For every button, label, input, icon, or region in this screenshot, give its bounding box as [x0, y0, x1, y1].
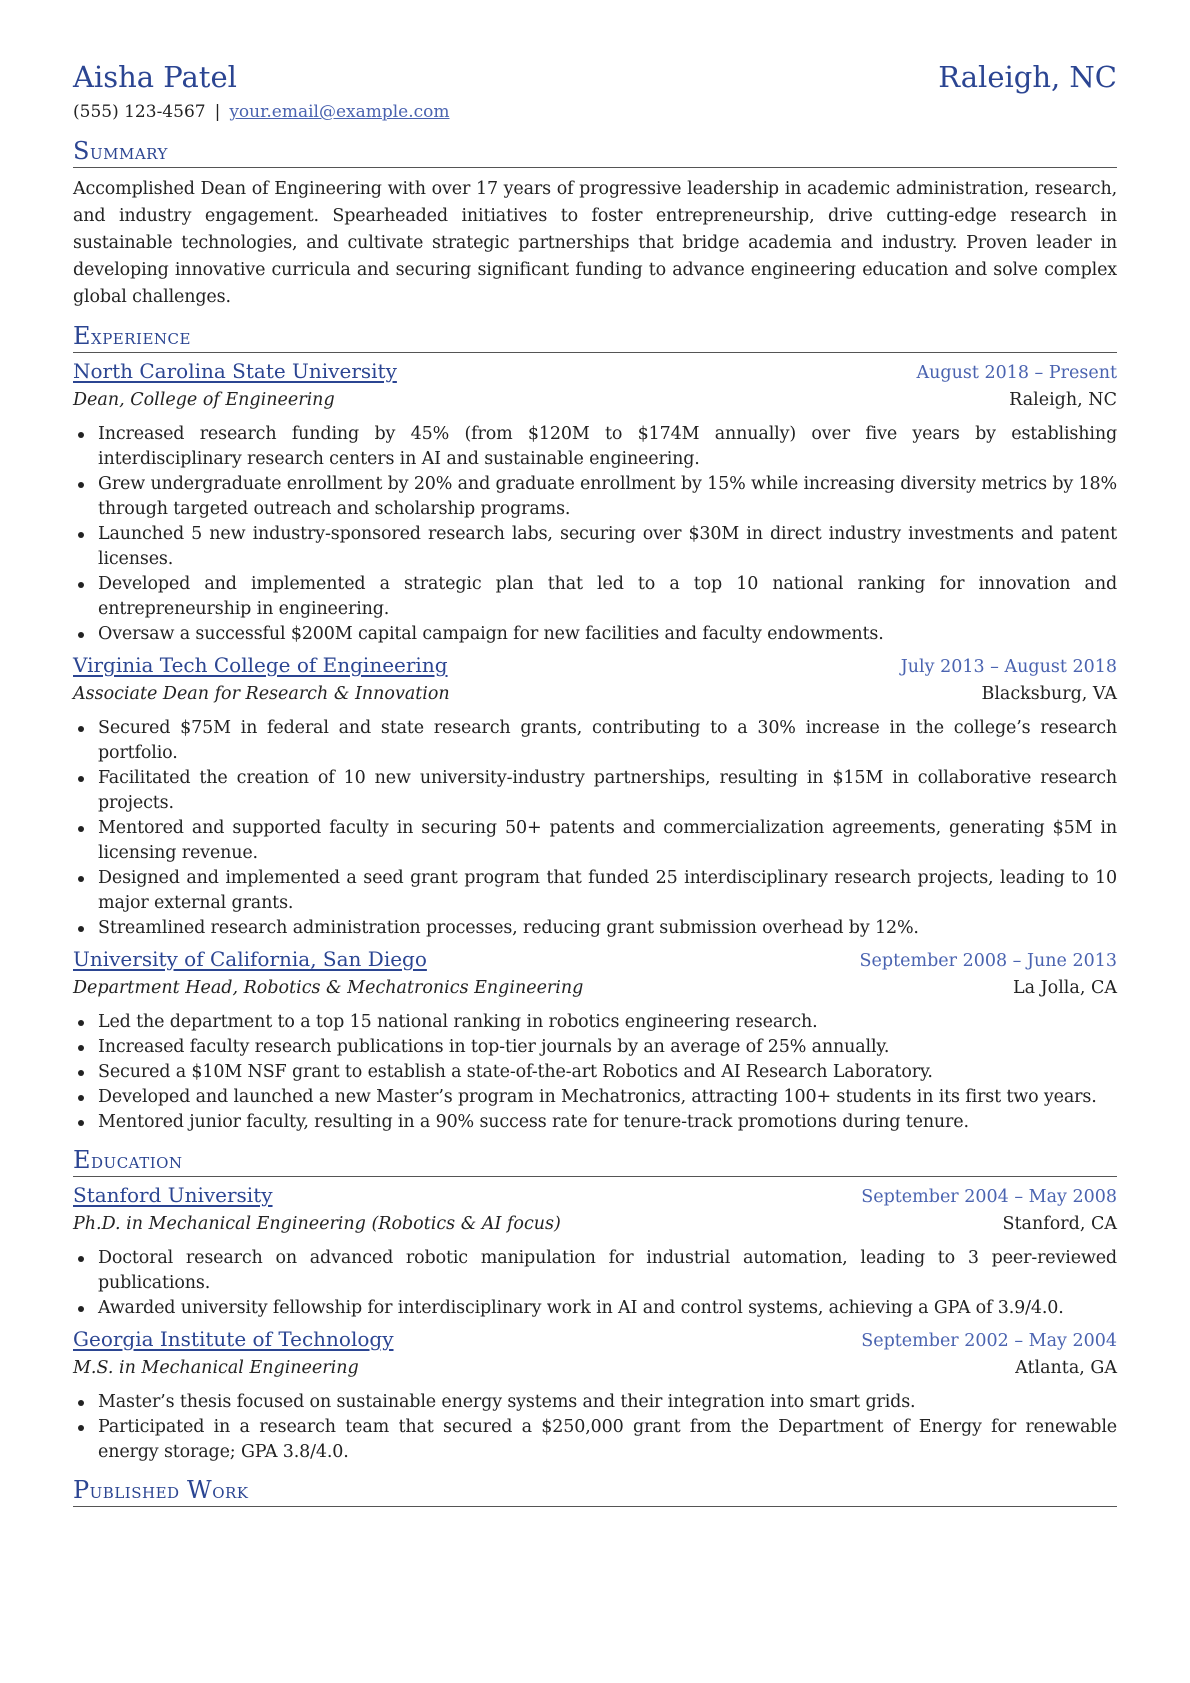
list-item: Facilitated the creation of 10 new university-industry partnerships, resulting in $15M in collaborative research projects.: [73, 766, 1117, 816]
phone-number: (555) 123-4567: [73, 102, 206, 122]
bullet-list: [73, 422, 1117, 647]
list-item: Secured a $10M NSF grant to establish a state-of-the-art Robotics and AI Research Laboratory.: [73, 1060, 1117, 1085]
list-item: Developed and launched a new Master’s program in Mechatronics, attracting 100+ students in its first two years.: [73, 1085, 1117, 1110]
entry-dates: September 2008 – June 2013: [859, 951, 1117, 971]
contact-line: [73, 101, 1117, 123]
list-item: Designed and implemented a seed grant program that funded 25 interdisciplinary research projects, leading to 10 major external grants.: [73, 866, 1117, 916]
entry-location: Raleigh, NC: [1009, 390, 1117, 410]
list-item: Awarded university fellowship for interdisciplinary work in AI and control systems, achieving a GPA of 3.9/4.0.: [73, 1296, 1117, 1321]
entry-dates: September 2002 – May 2004: [861, 1331, 1117, 1351]
list-item: Increased faculty research publications in top-tier journals by an average of 25% annually.: [73, 1035, 1117, 1060]
summary-text: Accomplished Dean of Engineering with over 17 years of progressive leadership in academic administration, research, and industry engagement. Spearheaded initiatives to foster entrepreneurship, drive cutting-edge research in sustainable technologies, and cultivate strategic partnerships that bridge academia and industry. Proven leader in developing innovative curricula and securing significant funding to advance engineering education and solve complex global challenges.: [73, 179, 1117, 307]
resume-header: [73, 60, 1117, 94]
entry-dates: September 2004 – May 2008: [861, 1187, 1117, 1207]
education-entry: [73, 1326, 1117, 1465]
organization-link[interactable]: Virginia Tech College of Engineering: [73, 653, 448, 677]
list-item: Participated in a research team that secured a $250,000 grant from the Department of Energy for renewable energy storage; GPA 3.8/4.0.: [73, 1415, 1117, 1465]
list-item: Doctoral research on advanced robotic manipulation for industrial automation, leading to 3 peer-reviewed publications.: [73, 1246, 1117, 1296]
entry-degree: Ph.D. in Mechanical Engineering (Robotics & AI focus): [73, 1214, 561, 1234]
experience-entry: [73, 946, 1117, 1135]
list-item: Launched 5 new industry-sponsored research labs, securing over $30M in direct industry investments and patent licenses.: [73, 522, 1117, 572]
list-item: Mentored junior faculty, resulting in a 90% success rate for tenure-track promotions during tenure.: [73, 1110, 1117, 1135]
list-item: Led the department to a top 15 national ranking in robotics engineering research.: [73, 1010, 1117, 1035]
entry-degree: M.S. in Mechanical Engineering: [73, 1358, 359, 1378]
entry-location: Atlanta, GA: [1015, 1358, 1117, 1378]
list-item: Mentored and supported faculty in securing 50+ patents and commercialization agreements, generating $5M in licensing revenue.: [73, 816, 1117, 866]
list-item: Oversaw a successful $200M capital campaign for new facilities and faculty endowments.: [73, 622, 1117, 647]
list-item: Master’s thesis focused on sustainable energy systems and their integration into smart grids.: [73, 1390, 1117, 1415]
list-item: Streamlined research administration processes, reducing grant submission overhead by 12%.: [73, 916, 1117, 941]
contact-separator: |: [214, 102, 221, 122]
bullet-list: [73, 1246, 1117, 1321]
education-entry: [73, 1182, 1117, 1321]
entry-role: Dean, College of Engineering: [73, 390, 335, 410]
list-item: Secured $75M in federal and state research grants, contributing to a 30% increase in the college’s research portfolio.: [73, 716, 1117, 766]
entry-location: Stanford, CA: [1002, 1214, 1117, 1234]
entry-role: Department Head, Robotics & Mechatronics Engineering: [73, 978, 584, 998]
candidate-location: Raleigh, NC: [938, 60, 1117, 94]
bullet-list: [73, 716, 1117, 941]
list-item: Grew undergraduate enrollment by 20% and graduate enrollment by 15% while increasing diversity metrics by 18% through targeted outreach and scholarship programs.: [73, 472, 1117, 522]
email-link[interactable]: your.email@example.com: [229, 102, 450, 122]
entry-dates: July 2013 – August 2018: [900, 657, 1117, 677]
section-title-experience: Experience: [73, 323, 1117, 353]
bullet-list: [73, 1010, 1117, 1135]
experience-entry: [73, 358, 1117, 647]
experience-entry: [73, 652, 1117, 941]
bullet-list: [73, 1390, 1117, 1465]
section-title-published-work: Published Work: [73, 1477, 1117, 1507]
list-item: Developed and implemented a strategic plan that led to a top 10 national ranking for innovation and entrepreneurship in engineering.: [73, 572, 1117, 622]
organization-link[interactable]: Stanford University: [73, 1183, 273, 1207]
organization-link[interactable]: University of California, San Diego: [73, 947, 427, 971]
organization-link[interactable]: North Carolina State University: [73, 359, 397, 383]
entry-dates: August 2018 – Present: [916, 363, 1117, 383]
section-title-education: Education: [73, 1147, 1117, 1177]
candidate-name: Aisha Patel: [73, 60, 237, 94]
organization-link[interactable]: Georgia Institute of Technology: [73, 1327, 394, 1351]
list-item: Increased research funding by 45% (from $120M to $174M annually) over five years by establishing interdisciplinary research centers in AI and sustainable engineering.: [73, 422, 1117, 472]
section-title-summary: Summary: [73, 138, 1117, 168]
entry-role: Associate Dean for Research & Innovation: [73, 684, 450, 704]
entry-location: La Jolla, CA: [1013, 978, 1117, 998]
entry-location: Blacksburg, VA: [981, 684, 1117, 704]
